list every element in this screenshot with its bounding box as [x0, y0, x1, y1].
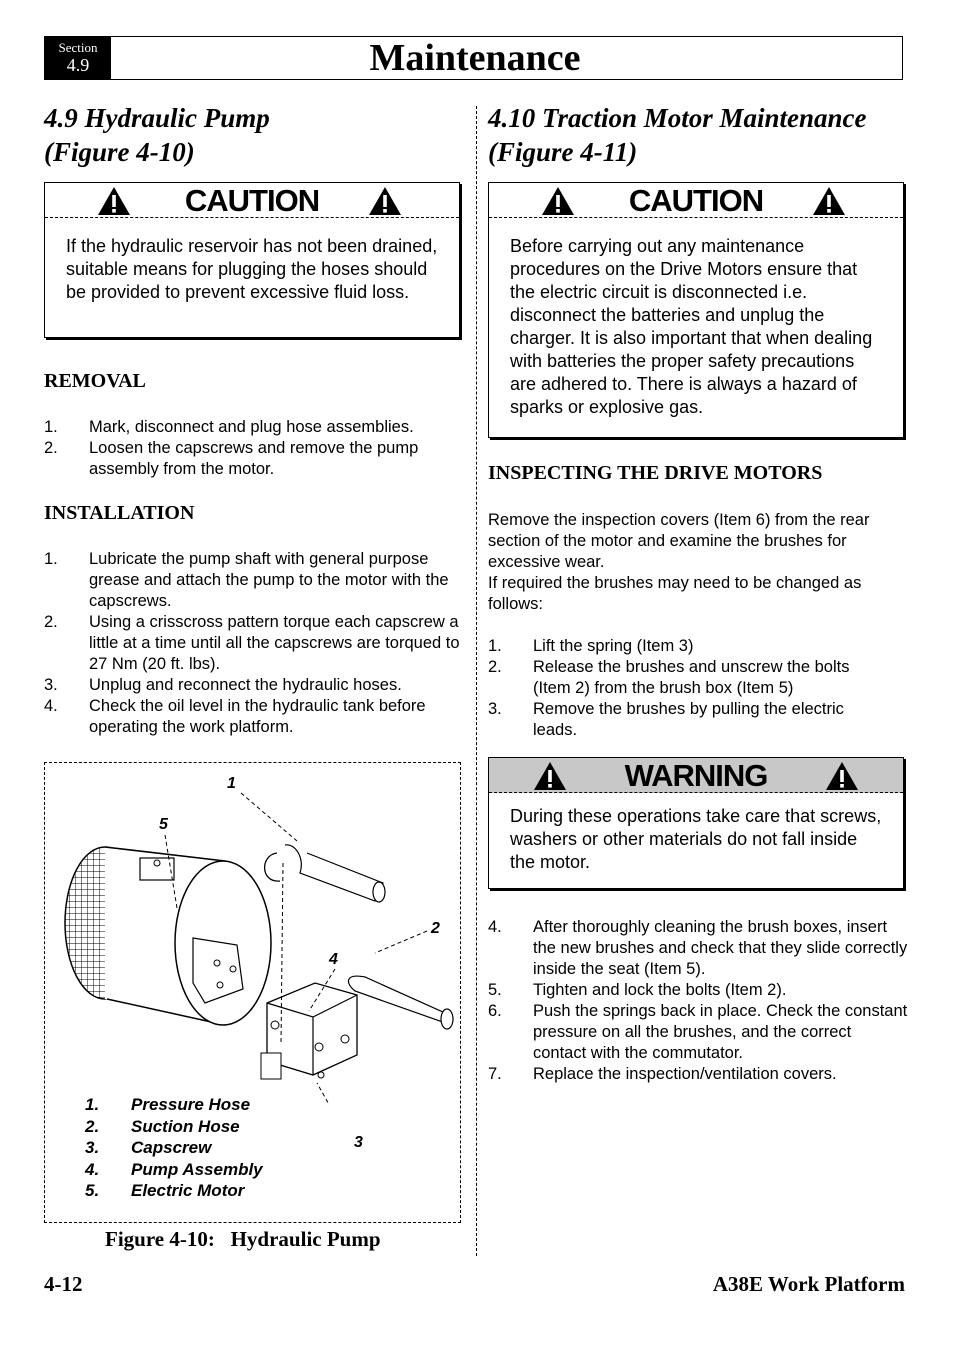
- legend-item: 4. Pump Assembly: [85, 1159, 263, 1179]
- list-item: 3. Unplug and reconnect the hydraulic hoses.: [44, 676, 402, 694]
- warning-triangle-icon: [825, 761, 859, 791]
- section-number: 4.9: [66, 55, 90, 75]
- list-item: 4. Check the oil level in the hydraulic tank before operating the work platform.: [44, 697, 426, 736]
- warning-triangle-icon: [368, 186, 402, 216]
- callout-5: 5: [159, 816, 168, 833]
- legend-item: 5. Electric Motor: [85, 1181, 245, 1200]
- figure-legend: [85, 1094, 263, 1202]
- list-item: 7. Replace the inspection/ventilation covers.: [488, 1065, 837, 1083]
- page-title: Maintenance: [369, 37, 581, 79]
- callout-3: 3: [354, 1134, 363, 1151]
- page-number: 4-12: [44, 1272, 83, 1296]
- inspecting-paragraph: If required the brushes may need to be changed as follows:: [488, 574, 862, 613]
- brush-steps-a: [488, 636, 888, 741]
- legend-item: 3. Capscrew: [85, 1138, 212, 1157]
- list-item: 4. After thoroughly cleaning the brush boxes, insert the new brushes and check that they slide correctly inside the seat (Item 5).: [488, 918, 908, 978]
- list-item: 2. Release the brushes and unscrew the bolts (Item 2) from the brush box (Item 5): [488, 658, 850, 697]
- list-item: 1. Mark, disconnect and plug hose assemblies.: [44, 418, 414, 436]
- installation-heading: INSTALLATION: [44, 502, 195, 524]
- section-badge: [45, 37, 111, 79]
- callout-4: 4: [329, 951, 338, 968]
- caution-text: If the hydraulic reservoir has not been drained, suitable means for plugging the hoses should be provided to prevent excessive fluid loss.: [66, 236, 438, 302]
- product-name: A38E Work Platform: [712, 1272, 905, 1296]
- list-item: 5. Tighten and lock the bolts (Item 2).: [488, 981, 787, 999]
- warning-text: During these operations take care that screws, washers or other materials do not fall inside the motor.: [510, 806, 882, 872]
- list-item: 3. Remove the brushes by pulling the electric leads.: [488, 700, 844, 739]
- brush-steps-b: [488, 917, 908, 1085]
- caution-box-hydraulic: [44, 182, 460, 338]
- caution-text: Before carrying out any maintenance procedures on the Drive Motors ensure that the electric circuit is disconnected i.e. disconnect the batteries and unplug the charger. It is also important that when dealing with batteries the proper safety precautions are adhered to. There is always a hazard of sparks or explosive gas.: [510, 236, 873, 417]
- installation-steps: [44, 549, 464, 738]
- caution-header: [489, 183, 903, 218]
- section-label: Section: [58, 40, 98, 55]
- list-item: 2. Loosen the capscrews and remove the pump assembly from the motor.: [44, 439, 419, 478]
- callout-1: 1: [227, 775, 236, 792]
- traction-motor-heading: 4.10 Traction Motor Maintenance (Figure 4-11): [488, 103, 867, 167]
- caution-title: CAUTION: [628, 183, 764, 218]
- column-divider: [476, 106, 477, 1256]
- caution-box-drive-motors: [488, 182, 904, 438]
- list-item: 6. Push the springs back in place. Check the constant pressure on all the brushes, and the correct contact with the commutator.: [488, 1002, 908, 1062]
- legend-item: 2. Suction Hose: [85, 1116, 240, 1136]
- inspecting-heading: INSPECTING THE DRIVE MOTORS: [488, 462, 823, 484]
- hydraulic-pump-heading: 4.9 Hydraulic Pump (Figure 4-10): [44, 103, 270, 167]
- inspecting-paragraph: Remove the inspection covers (Item 6) from the rear section of the motor and examine the brushes for excessive wear.: [488, 511, 870, 571]
- list-item: 1. Lubricate the pump shaft with general purpose grease and attach the pump to the motor with the capscrews.: [44, 550, 449, 610]
- caution-header: [45, 183, 459, 218]
- list-item: 2. Using a crisscross pattern torque each capscrew a little at a time until all the capscrews are torqued to 27 Nm (20 ft. lbs).: [44, 613, 460, 673]
- warning-header: [489, 758, 903, 793]
- hydraulic-pump-illustration: [45, 763, 460, 1103]
- legend-item: 1. Pressure Hose: [85, 1095, 251, 1114]
- caution-title: CAUTION: [184, 183, 320, 218]
- removal-heading: REMOVAL: [44, 370, 146, 392]
- warning-triangle-icon: [812, 186, 846, 216]
- list-item: 1. Lift the spring (Item 3): [488, 637, 694, 655]
- figure-caption: Figure 4-10: Hydraulic Pump: [105, 1227, 381, 1251]
- callout-2: 2: [431, 920, 440, 937]
- warning-box: [488, 757, 904, 889]
- warning-title: WARNING: [624, 758, 768, 793]
- removal-steps: [44, 417, 454, 480]
